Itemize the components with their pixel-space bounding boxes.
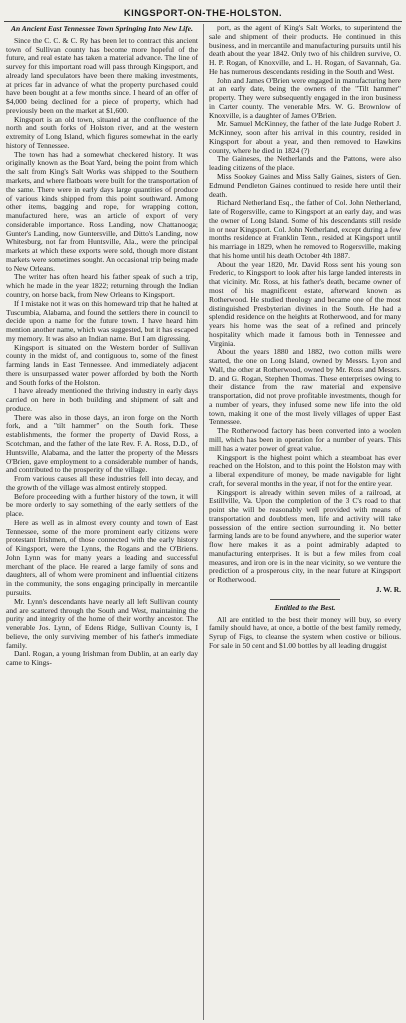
article-paragraph: Mr. Lynn's descendants have nearly all left Sullivan county and are scattered through the South and West, maintaining the purity and integrity of the home of their worthy ancestor. The venerable Jos. Lynn, of Edens Ridge, Sullivan County is, I believe, the only surviving member of his father's immediate family.: [6, 596, 198, 650]
notice-text: All are entitled to the best their money will buy, so every family should have, at once, a bottle of the best family remedy, Syrup of Figs, to cleanse the system when costive or bilious. For sale in 50 cent and $1.00 bottles by all leading druggist: [209, 614, 401, 650]
column-divider: [203, 24, 204, 1020]
headline-rule: [4, 21, 402, 22]
article-paragraph: Kingsport is situated on the Western border of Sullivan county in the midst of, and contiguous to, some of the finest farming lands in East Tennessee. And immediately adjacent there is unsurpassed water power afforded by both the North and South forks of the Holston.: [6, 342, 198, 387]
article-paragraph: Richard Netherland Esq., the father of Col. John Netherland, late of Rogersville, came to Kingsport at an early day, and was the owner of Long Island. Some of his descendants still reside in or near Kingsport. Col. John Netherland, except during a few months residence at Franklin Tenn., resided at Kingsport until his marriage in 1829, when he removed to Rogersville, making that his home until his death October 4th 1887.: [209, 198, 401, 260]
article-paragraph: Danl. Rogan, a young Irishman from Dublin, at an early day came to Kings-: [6, 649, 198, 668]
article-headline: KINGSPORT-ON-THE-HOLSTON.: [123, 7, 283, 18]
article-paragraph: The Rotherwood factory has been converted into a woolen mill, which has been in operation for a number of years. This mill has a water power of great value.: [209, 426, 401, 453]
article-signature: J. W. R.: [375, 585, 401, 594]
article-paragraph: There was also in those days, an iron forge on the North fork, and a "tilt hammer" on the South fork. These establishments, the former the property of David Ross, a Scotchman, and the father of the late Rev. F. A. Ross, D.D., of Huntsville, Alabama, and the latter the property of the Messrs O'Brien, gave employment to a considerable number of hands, and contributed to the prosperity of the village.: [6, 412, 198, 475]
article-paragraph: Here as well as in almost every county and town of East Tennessee, some of the more prominent early citizens were protestant Irishmen, of those connected with the early history of Kingsport, were the Lynns, the Rogans and the O'Briens. John Lynn was for many years a leading and successful merchant of the place. He reared a large family of sons and daughters, all of whom were prominent and influential citizens in the community, the sons engaging principally in mercantile pursuits.: [6, 517, 198, 597]
article-paragraph: I have already mentioned the thriving industry in early days carried on here in both building and shipment of salt and produce.: [6, 386, 198, 413]
article-paragraph: Kingsport is an old town, situated at the confluence of the north and south forks of Holston river, and at the western extremity of Long Island, which figures somewhat in the early history of Tennessee.: [6, 114, 198, 150]
article-paragraph: Before proceeding with a further history of the town, it will be more orderly to say something of the early settlers of the place.: [6, 491, 198, 519]
article-paragraph: The writer has often heard his father speak of such a trip, which he made in the year 1822; returning through the Indian country, on horse back, from New Orleans to Kingsport.: [6, 272, 198, 299]
article-subhead: An Ancient East Tennessee Town Springing Into New Life.: [11, 24, 193, 33]
article-paragraph: From various causes all these industries fell into decay, and the growth of the village was almost entirely stopped.: [6, 474, 198, 492]
left-paragraphs: [6, 37, 198, 668]
right-paragraphs: [209, 24, 401, 585]
right-column: [209, 24, 401, 651]
article-paragraph: John and James O'Brien were engaged in manufacturing here at an early date, being the owners of the "Tilt hammer" property. They were subsequently engaged in the iron business in Carter county. The venerable Mrs. W. G. Brownlow of Knoxville, is a daughter of James O'Brien.: [209, 75, 401, 120]
article-paragraph: About the year 1820, Mr. David Ross sent his young son Frederic, to Kingsport to look after his large landed interests in that vicinity. Mr. Ross, at his father's death, became owner of most of his magnificent estate, afterward known as Rotherwood. He studied theology and became one of the most distinguished Presbyterian divines in the South. He had a splendid residence on the heights at Rotherwood, and for many years his home was the seat of a refined and princely hospitality which made it famous both in Tennessee and Virginia.: [209, 259, 401, 348]
article-paragraph: The town has had a somewhat checkered history. It was originally known as the Boat Yard, being the point from which the salt from King's Salt Works was shipped to the Southern markets, and where flatboats were built for the transportation of the same. There were in early days large quantities of produce of various kinds shipped from this point southward. Among other items, bagging and rope, for wrapping cotton, manufactured here, was an article of export of very considerable importance. Ross Landing, now Chattanooga; Gunter's Landing, now Guntersville, and Ditto's Landing, now Whitesburg, not far from Huntsville, Ala., were the principal markets at which these exports were sold, though more distant markets were sometimes sought. An occasional trip being made to New Orleans.: [6, 149, 198, 273]
article-paragraph: Kingsport is the highest point which a steamboat has ever reached on the Holston, and to this point the Holston may with a liberal expenditure of money, be made navigable for light craft, for several months in the year, if not for the entire year.: [209, 452, 401, 488]
article-paragraph: The Gaineses, the Netherlands and the Pattons, were also leading citizens of the place.: [209, 154, 401, 173]
article-paragraph: Since the C. C. & C. Ry has been let to contract this ancient town of Sullivan county has become more hopeful of the future, and real estate has taken a material advance. The line of survey for this important road will pass through Kingsport, and already land speculators have been there making investments, at prices far in advance of what the property purchased could have been bought at a few months since. I heard of an offer of $4,000 being declined for a piece of property, which had previously been on the market at $1,600.: [6, 35, 198, 115]
article-paragraph: Kingsport is already within seven miles of a railroad, at Estillville, Va. Upon the completion of the 3 C's road to that point she will be reasonably well provided with means of transportation and doubtless men, life and activity will take possession of the entire section surrounding it. No better farming lands are to be found anywhere, and the superior water flow here makes it as a point admirably adapted to manufacturing enterprises. It is but a few miles from coal measures, and iron ore is in the near vicinity, so we venture the prediction of a prosperous city, in the near future at Kingsport or Rotherwood.: [209, 487, 401, 585]
notice-heading: Entitled to the Best.: [274, 602, 336, 612]
article-paragraph: port, as the agent of King's Salt Works, to superintend the sale and shipment of their products. He continued in this business, and in mercantile and manufacturing pursuits until his death about the year 1842. Only two of his children survive, O. H. P. Rogan, of Knoxville, and L. H. Rogan, of Savannah, Ga. He has numerous descendants residing in the South and West.: [209, 23, 401, 76]
article-paragraph: Miss Sookey Gaines and Miss Sally Gaines, sisters of Gen. Edmund Pendleton Gaines continued to reside here until their death.: [209, 172, 401, 199]
section-divider: [270, 599, 340, 600]
left-column: [6, 24, 198, 668]
article-paragraph: About the years 1880 and 1882, two cotton mills were started, the one on Long Island, owned by Messrs. Lyon and Wall, the other at Rotherwood, owned by Mr. Ross and Messrs. D. and G. Rogan, Stephen Thomas. These enterprises owing to their distance from the raw material and expensive transportation, did not prove profitable investments, though for a number of years, they infused some new life into the old town, making it one of the most lively villages of upper East Tennessee.: [209, 347, 401, 427]
article-paragraph: Mr. Samuel McKinney, the father of the late Judge Robert J. McKinney, soon after his arrival in this country, resided in Kingsport for about a year, and then removed to Hawkins county, where he died in 1824 (?): [209, 119, 401, 155]
article-paragraph: If I mistake not it was on this homeward trip that he halted at Tuscumbia, Alabama, and found the settlers there in council to decide upon a name for the future town. I have heard him mention another name, which was suggested, but it has escaped my memory. It was also an Indian name. But I am digressing.: [6, 298, 198, 343]
